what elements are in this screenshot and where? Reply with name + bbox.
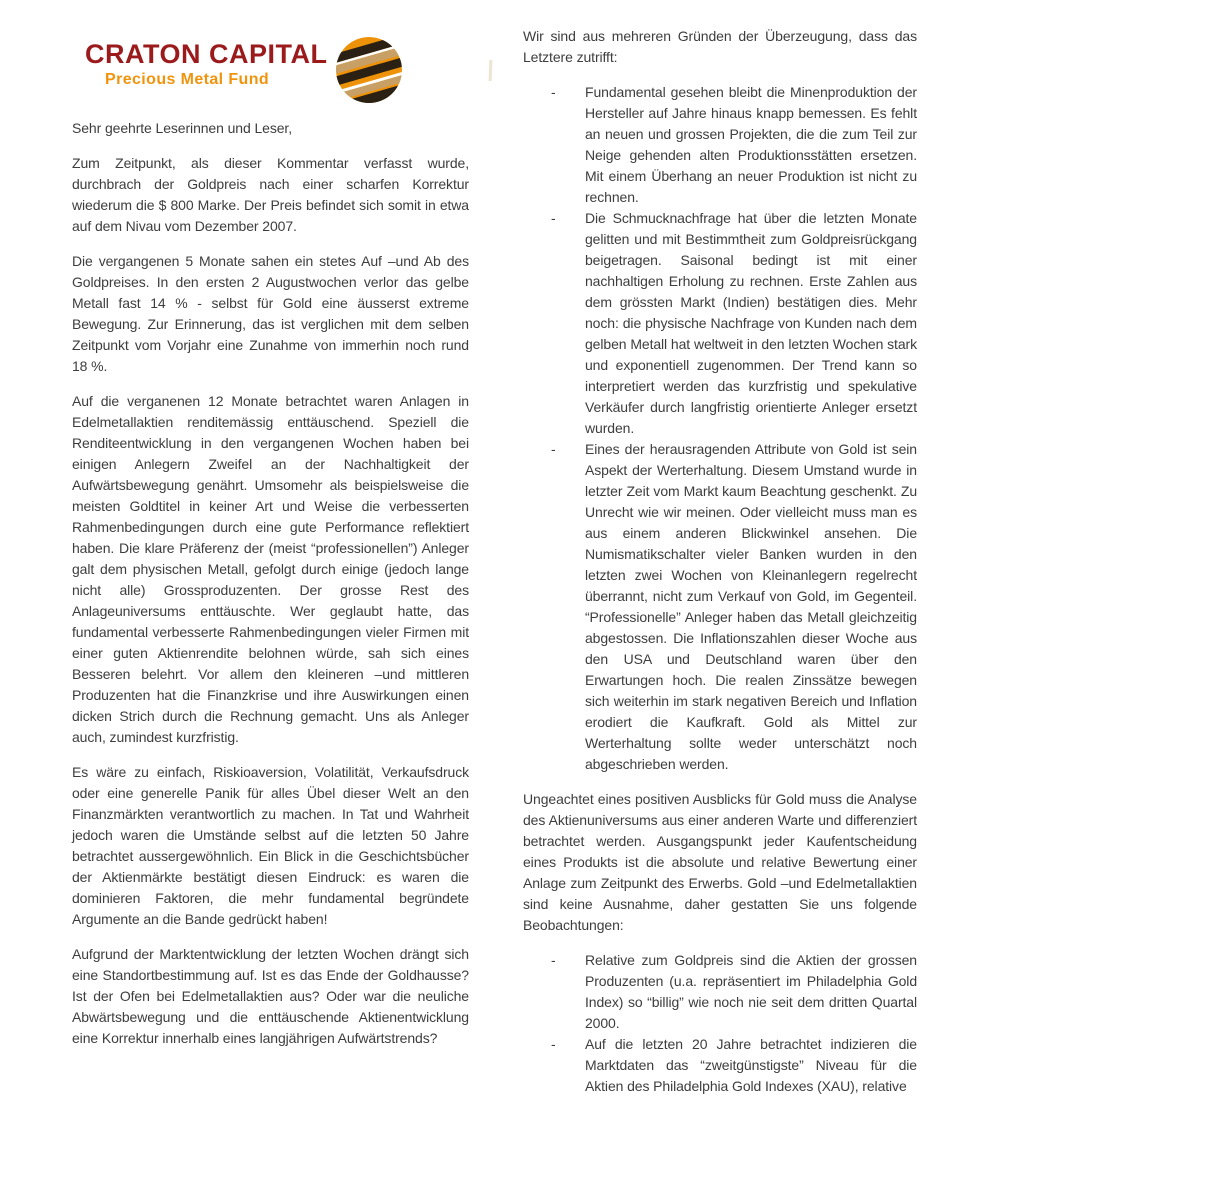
bullet-item xyxy=(523,208,917,439)
bullet-text-schmucknachfrage: Die Schmucknachfrage hat über die letzten Monate gelitten und mit Bestimmtheit zum Goldpreisrückgang beigetragen. Saisonal bedingt ist mit einer nachhaltigen Erholung zu rechnen. Erste Zahlen aus dem grössten Markt (Indien) bestätigen dies. Mehr noch: die physische Nachfrage von Kunden nach dem gelben Metall hat weltweit in den letzten Wochen stark und exponentiell zugenommen. Der Trend kann so interpretiert werden das kurzfristig und spekulative Verkäufer durch langfristig orientierte Anleger ersetzt wurden. xyxy=(585,210,917,436)
bullet-item xyxy=(523,82,917,208)
logo-text-block xyxy=(85,40,328,89)
bullet-marker: - xyxy=(551,441,556,457)
paragraph-5-monate: Die vergangenen 5 Monate sahen ein stetes Auf –und Ab des Goldpreises. In den ersten 2 Augustwochen verlor das gelbe Metall fast 14 % - selbst für Gold eine äusserst extreme Bewegung. Zur Erinnerung, das ist verglichen mit dem selben Zeitpunkt vom Vorjahr eine Zunahme von immerhin noch rund 18 %. xyxy=(72,253,469,374)
bullet-text-werterhaltung: Eines der herausragenden Attribute von Gold ist sein Aspekt der Werterhaltung. Diesem Umstand wurde in letzter Zeit vom Markt kaum Beachtung geschenkt. Zu Unrecht wie wir meinen. Oder vielleicht muss man es aus einem anderen Blickwinkel ansehen. Die Numismatikschalter vieler Banken wurden in den letzten zwei Wochen von Kleinanlegern regelrecht überrannt, nicht zum Verkauf von Gold, im Gegenteil. “Professionelle” Anleger haben das Metall gleichzeitig abgestossen. Die Inflationszahlen dieser Woche aus den USA und Deutschland waren über den Erwartungen hoch. Die realen Zinssätze bewegen sich weiterhin im stark negativen Bereich und Inflation erodiert die Kaufkraft. Gold als Mittel zur Werterhaltung sollte weder unterschätzt noch abgeschrieben werden. xyxy=(585,441,917,772)
bullet-item xyxy=(523,950,917,1034)
bullet-item xyxy=(523,1034,917,1097)
bullet-text-minenproduktion: Fundamental gesehen bleibt die Minenproduktion der Hersteller auf Jahre hinaus knapp bemessen. Es fehlt an neuen und grossen Projekten, die die zum Teil zur Neige gehenden alten Produktionsstätten ersetzen. Mit einem Überhang an neuer Produktion ist nicht zu rechnen. xyxy=(585,84,917,205)
bullet-marker: - xyxy=(551,84,556,100)
right-column xyxy=(523,26,917,1111)
paragraph-12-monate: Auf die verganenen 12 Monate betrachtet waren Anlagen in Edelmetallaktien renditemässig enttäuschend. Speziell die Renditeentwicklung in den vergangenen Wochen haben bei einigen Anlegern Zweifel an der Nachhaltigkeit der Aufwärtsbewegung genährt. Umsomehr als beispielsweise die meisten Goldtitel in keiner Art und Weise die verbesserten Rahmenbedingungen durch eine gute Performance reflektiert haben. Die klare Präferenz der (meist “professionellen”) Anleger galt dem physischen Metall, gefolgt durch einige (jedoch lange nicht alle) Grossproduzenten. Der grosse Rest des Anlageuniversums enttäuschte. Wer geglaubt hatte, das fundamental verbesserte Rahmenbedingungen vieler Firmen mit einer guten Aktienrendite belohnen würde, sah sich eines Besseren belehrt. Vor allem den kleineren –und mittleren Produzenten hat die Finanzkrise und ihre Auswirkungen einen dicken Strich durch die Rechnung gemacht. Uns als Anleger auch, zumindest kurzfristig. xyxy=(72,393,469,745)
bullet-list-beobachtungen xyxy=(523,950,917,1097)
stray-print-mark xyxy=(489,60,493,81)
paragraph-gold-800: Zum Zeitpunkt, als dieser Kommentar verfasst wurde, durchbrach der Goldpreis nach einer scharfen Korrektur wiederum die $ 800 Marke. Der Preis befindet sich somit in etwa auf dem Nivau vom Dezember 2007. xyxy=(72,155,469,234)
middle-paragraph: Ungeachtet eines positiven Ausblicks für Gold muss die Analyse des Aktienuniversums aus einer anderen Warte und differenziert betrachtet werden. Ausgangspunkt jeder Kaufentscheidung eines Produkts ist die absolute und relative Bewertung einer Anlage zum Zeitpunkt des Erwerbs. Gold –und Edelmetallaktien sind keine Ausnahme, daher gestatten Sie uns folgende Beobachtungen: xyxy=(523,791,917,933)
bullet-marker: - xyxy=(551,952,556,968)
greeting: Sehr geehrte Leserinnen und Leser, xyxy=(72,120,292,136)
logo-subtitle: Precious Metal Fund xyxy=(105,71,270,89)
bullet-item xyxy=(523,439,917,775)
bullet-marker: - xyxy=(551,210,556,226)
craton-capital-logo xyxy=(85,40,403,104)
bullet-marker: - xyxy=(551,1036,556,1052)
left-column xyxy=(72,118,469,1049)
bullet-text-goldpreis-relative: Relative zum Goldpreis sind die Aktien der grossen Produzenten (u.a. repräsentiert im Philadelphia Gold Index) so “billig” wie noch nie seit dem dritten Quartal 2000. xyxy=(585,952,917,1031)
bullet-text-20-jahre: Auf die letzten 20 Jahre betrachtet indizieren die Marktdaten das “zweitgünstigste” Niveau für die Aktien des Philadelphia Gold Indexes (XAU), relative xyxy=(585,1036,917,1094)
intro-paragraph: Wir sind aus mehreren Gründen der Überzeugung, dass das Letztere zutrifft: xyxy=(523,28,917,65)
paragraph-standortbestimmung: Aufgrund der Marktentwicklung der letzten Wochen drängt sich eine Standortbestimmung auf. Ist es das Ende der Goldhausse? Ist der Ofen bei Edelmetallaktien aus? Oder war die neuliche Abwärtsbewegung und die enttäuschende Aktienentwicklung eine Korrektur innerhalb eines langjährigen Aufwärtstrends? xyxy=(72,946,469,1046)
logo-title: CRATON CAPITAL xyxy=(85,39,328,69)
paragraph-riskioaversion: Es wäre zu einfach, Riskioaversion, Volatilität, Verkaufsdruck oder eine generelle Panik für alles Übel dieser Welt an den Finanzmärkten verantwortlich zu machen. In Tat und Wahrheit jedoch waren die Umstände selbst auf die letzten 50 Jahre betrachtet aussergewöhnlich. Ein Blick in die Geschichtsbücher der Aktienmärkte bestätigt diesen Eindruck: es waren die dominieren Faktoren, die mehr fundamental begründete Argumente an die Bande gedrückt haben! xyxy=(72,764,469,927)
bullet-list-reasons xyxy=(523,82,917,775)
globe-icon xyxy=(335,36,403,104)
